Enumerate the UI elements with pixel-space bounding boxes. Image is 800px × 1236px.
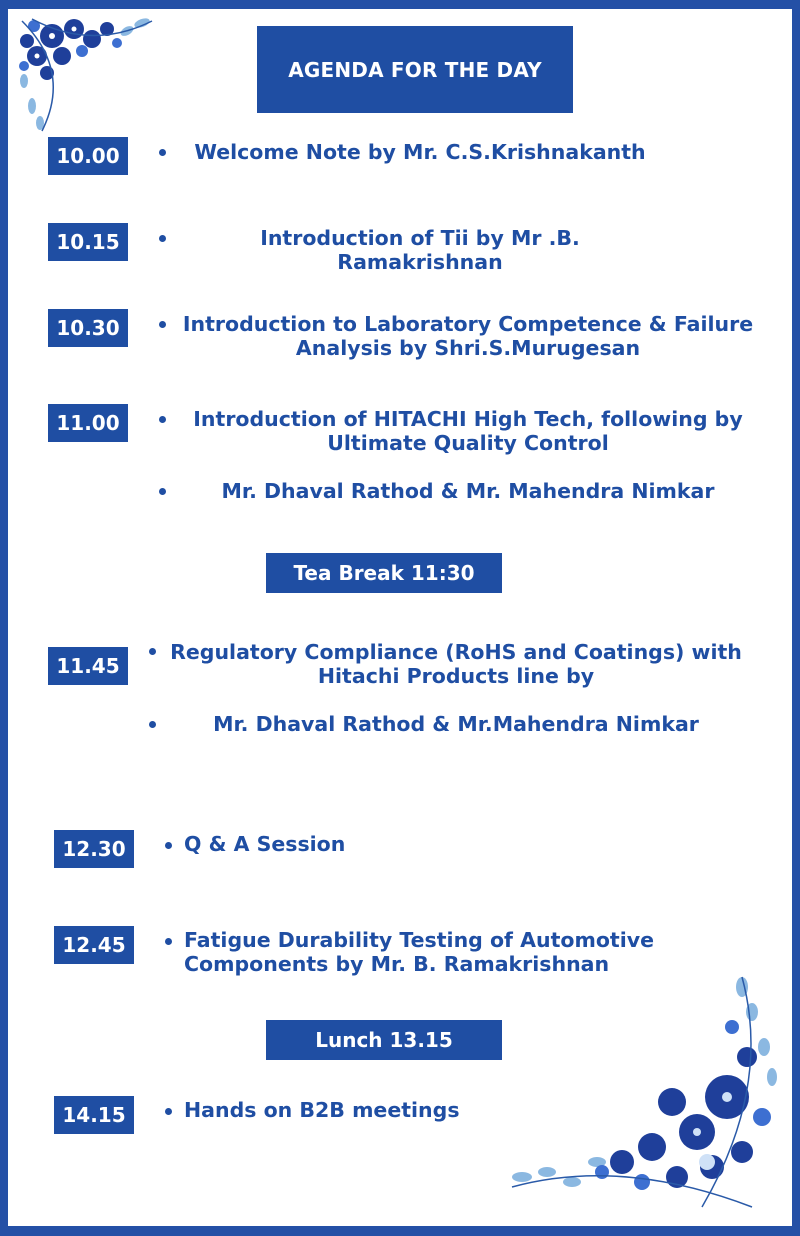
agenda-title: AGENDA FOR THE DAY bbox=[257, 26, 573, 113]
agenda-item: Welcome Note by Mr. C.S.Krishnakanth bbox=[194, 140, 646, 164]
agenda-item: Mr. Dhaval Rathod & Mr. Mahendra Nimkar bbox=[221, 479, 715, 503]
bullet-point bbox=[157, 233, 167, 243]
floral-corner-top-left bbox=[12, 11, 162, 141]
bullet-point bbox=[147, 646, 157, 656]
agenda-item: Introduction to Laboratory Competence & Failure Analysis by Shri.S.Murugesan bbox=[182, 312, 754, 360]
time-badge: 10.15 bbox=[48, 223, 128, 261]
bullet-point bbox=[157, 486, 167, 496]
floral-corner-bottom-right bbox=[502, 967, 790, 1225]
agenda-item: Fatigue Durability Testing of Automotive Components by Mr. B. Ramakrishnan bbox=[184, 928, 654, 976]
time-badge: 10.00 bbox=[48, 137, 128, 175]
agenda-item: Mr. Dhaval Rathod & Mr.Mahendra Nimkar bbox=[213, 712, 699, 736]
bullet-point bbox=[163, 1106, 173, 1116]
bullet-point bbox=[157, 319, 167, 329]
agenda-item: Introduction of Tii by Mr .B. Ramakrishnan bbox=[260, 226, 580, 274]
bullet-point bbox=[147, 719, 157, 729]
time-badge: 12.30 bbox=[54, 830, 134, 868]
time-badge: 14.15 bbox=[54, 1096, 134, 1134]
bullet-point bbox=[163, 840, 173, 850]
bullet-point bbox=[163, 936, 173, 946]
time-badge: 12.45 bbox=[54, 926, 134, 964]
agenda-item: Regulatory Compliance (RoHS and Coatings) with Hitachi Products line by bbox=[170, 640, 742, 688]
tea-break-banner: Tea Break 11:30 bbox=[266, 553, 502, 593]
time-badge: 11.45 bbox=[48, 647, 128, 685]
time-badge: 10.30 bbox=[48, 309, 128, 347]
agenda-item: Hands on B2B meetings bbox=[184, 1098, 460, 1122]
bullet-point bbox=[157, 147, 167, 157]
lunch-banner: Lunch 13.15 bbox=[266, 1020, 502, 1060]
agenda-page bbox=[8, 9, 792, 1226]
agenda-item: Q & A Session bbox=[184, 832, 346, 856]
agenda-item: Introduction of HITACHI High Tech, following by Ultimate Quality Control bbox=[193, 407, 743, 455]
bullet-point bbox=[157, 414, 167, 424]
time-badge: 11.00 bbox=[48, 404, 128, 442]
